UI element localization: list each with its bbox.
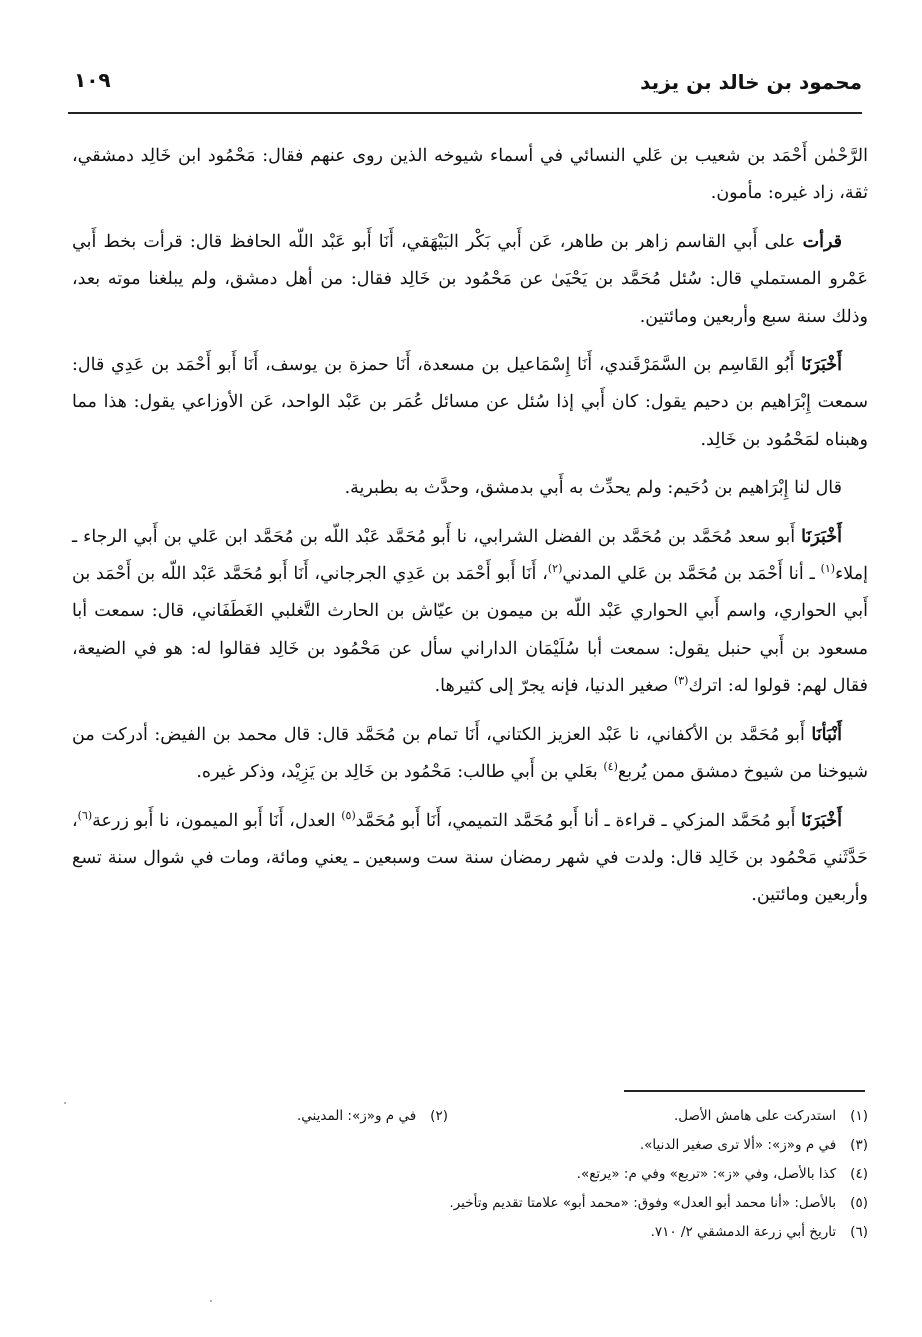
footnote-2 <box>297 1102 448 1131</box>
footnote-6 <box>72 1218 868 1247</box>
paragraph-7 <box>72 803 868 915</box>
footnote-ref[interactable]: (١) <box>820 562 836 576</box>
paragraph-text: على أَبي القاسم زاهر بن طاهر، عَن أَبي بَكْر البَيْهَقي، أَنَا أَبو عَبْد اللّه الحافظ قال: قرأت بخط أَبي عَمْرو المستملي قال: سُئل مُحَمَّد بن يَحْيَىٰ عن مَحْمُود بن خَالِد فقال: من أهل دمشق، ولم يبلغنا موته بعد، وذلك سنة سبع وأربعين ومائتين. <box>72 231 868 327</box>
footnote-ref[interactable]: (٤) <box>603 760 618 774</box>
running-title: محمود بن خالد بن يزيد <box>640 70 862 94</box>
footnote-text: بالأصل: «أنا محمد أبو العدل» وفوق: «محمد أبو» علامتا تقديم وتأخير. <box>449 1195 837 1211</box>
footnotes <box>72 1102 868 1247</box>
paragraph-text: الرَّحْمٰن أَحْمَد بن شعيب بن عَلي النسائي في أسماء شيوخه الذين روى عنهم فقال: مَحْمُود ابن خَالِد دمشقي، ثقة، زاد غيره: مأمون. <box>72 146 868 204</box>
footnote-ref[interactable]: (٥) <box>341 808 356 822</box>
paragraph-5 <box>72 519 868 706</box>
paragraph-1 <box>72 138 868 213</box>
paragraph-text: أَبو سعد مُحَمَّد بن مُحَمَّد بن الفضل الشرابي، نا أَبو مُحَمَّد عَبْد اللّه بن مُحَمَّد ابن عَلي بن أَبي الرجاء ـ إملاء <box>72 526 868 585</box>
footnote-item <box>640 1131 868 1160</box>
footnote-text: كذا بالأصل، وفي «ز»: «تربع» وفي م: «يرتع». <box>576 1166 837 1182</box>
footnote-item <box>577 1160 868 1189</box>
paragraph-3 <box>72 347 868 459</box>
paragraph-text: بعَلي بن أَبي طالب: مَحْمُود بن خَالِد بن يَزِيْد، وذكر غيره. <box>196 762 604 783</box>
footnote-number: (١) <box>850 1108 868 1124</box>
paragraph-lead: أَخْبَرَنَا <box>801 810 842 831</box>
paragraph-text: العدل، أَنَا أَبو الميمون، نا أَبو زرعة <box>92 810 342 831</box>
footnote-number: (٣) <box>850 1137 868 1153</box>
footnote-3 <box>72 1131 868 1160</box>
footnote-row <box>72 1102 868 1131</box>
paragraph-text: ، حَدَّثَني مَحْمُود بن خَالِد قال: ولدت في شهر رمضان سنة ست وسبعين ـ يعني ومائة، ومات في شوال سنة تسع وأربعين ومائتين. <box>72 810 868 906</box>
paragraph-lead: أَخْبَرَنَا <box>801 355 842 376</box>
footnote-ref[interactable]: (٣) <box>673 674 689 688</box>
paragraph-lead: قرأت <box>802 231 842 252</box>
paragraph-text: ، أَنَا أَبو أَحْمَد بن عَدِي الجرجاني، أَنَا أَبو مُحَمَّد عَبْد اللّه بن أَحْمَد بن أَبي الحواري، واسم أَبي الحواري عَبْد اللّه بن ميمون بن عيّاش بن الحارث التَّغلبي الغَطَفَاني، قال: سمعت أبا مسعود بن أَبي حنبل يقول: سمعت أبا سُلَيْمَان الداراني سأل عن مَحْمُود بن خَالِد فقالوا له: هو في الضيعة، فقال لهم: قولوا له: اترك <box>72 564 868 697</box>
footnote-4 <box>72 1160 868 1189</box>
paragraph-6 <box>72 717 868 792</box>
footnote-5 <box>72 1189 868 1218</box>
footnote-number: (٦) <box>850 1224 868 1240</box>
paragraph-text: أَبُو القَاسِم بن السَّمَرْقَندي، أَنَا إِسْمَاعيل بن مسعدة، أَنَا حمزة بن يوسف، أَنَا أَبو أَحْمَد بن عَدِي قال: سمعت إِبْرَاهيم بن دحيم يقول: كان أَبي إذا سُئل عن مسائل عُمَر بن عَبْد الواحد، عَن الأوزاعي يقول: هذا مما وهبناه لمَحْمُود بن خَالِد. <box>72 355 868 450</box>
footnote-number: (٤) <box>850 1166 868 1182</box>
paragraph-text: ـ أنا أَحْمَد بن مُحَمَّد بن عَلي المدني <box>562 564 821 585</box>
paragraph-lead: أَنْبَأنَا <box>811 724 842 745</box>
scan-speck <box>64 1102 66 1104</box>
footnote-item <box>651 1218 868 1247</box>
footnote-number: (٥) <box>850 1195 868 1211</box>
scan-speck <box>210 1300 212 1302</box>
footnote-text: في م و«ز»: «ألا ترى صغير الدنيا». <box>639 1137 837 1153</box>
paragraph-lead: أَخْبَرَنَا <box>801 526 842 547</box>
footnote-text: استدركت على هامش الأصل. <box>673 1108 837 1124</box>
footnote-ref[interactable]: (٦) <box>77 808 93 822</box>
paragraph-text: قال لنا إِبْرَاهيم بن دُحَيم: ولم يحدِّث به أَبي بدمشق، وحدَّث به بطبرية. <box>344 478 842 499</box>
footnote-ref[interactable]: (٢) <box>547 562 563 576</box>
footnote-rule <box>624 1090 865 1092</box>
paragraph-2 <box>72 224 868 336</box>
footnote-1 <box>674 1102 868 1131</box>
paragraph-text: صغير الدنيا، فإنه يجرّ إلى كثيرها. <box>434 676 674 697</box>
page-header <box>70 66 862 106</box>
footnote-number: (٢) <box>430 1108 448 1124</box>
footnote-item <box>449 1189 868 1218</box>
main-text <box>72 138 868 926</box>
header-rule <box>68 112 862 114</box>
paragraph-text: أَبو مُحَمَّد المزكي ـ قراءة ـ أنا أَبو مُحَمَّد التميمي، أَنَا أَبو مُحَمَّد <box>355 810 796 831</box>
page-number: ١٠٩ <box>74 68 111 92</box>
footnote-text: تاريخ أبي زرعة الدمشقي ٢/ ٧١٠. <box>650 1224 837 1240</box>
paragraph-text: أَبو مُحَمَّد بن الأكفاني، نا عَبْد العزيز الكتاني، أَنَا تمام بن مُحَمَّد قال: قال محمد بن الفيض: أدركت من شيوخنا من شيوخ دمشق ممن يُربع <box>72 724 868 783</box>
paragraph-4 <box>72 470 868 507</box>
footnote-text: في م و«ز»: المديني. <box>296 1108 417 1124</box>
